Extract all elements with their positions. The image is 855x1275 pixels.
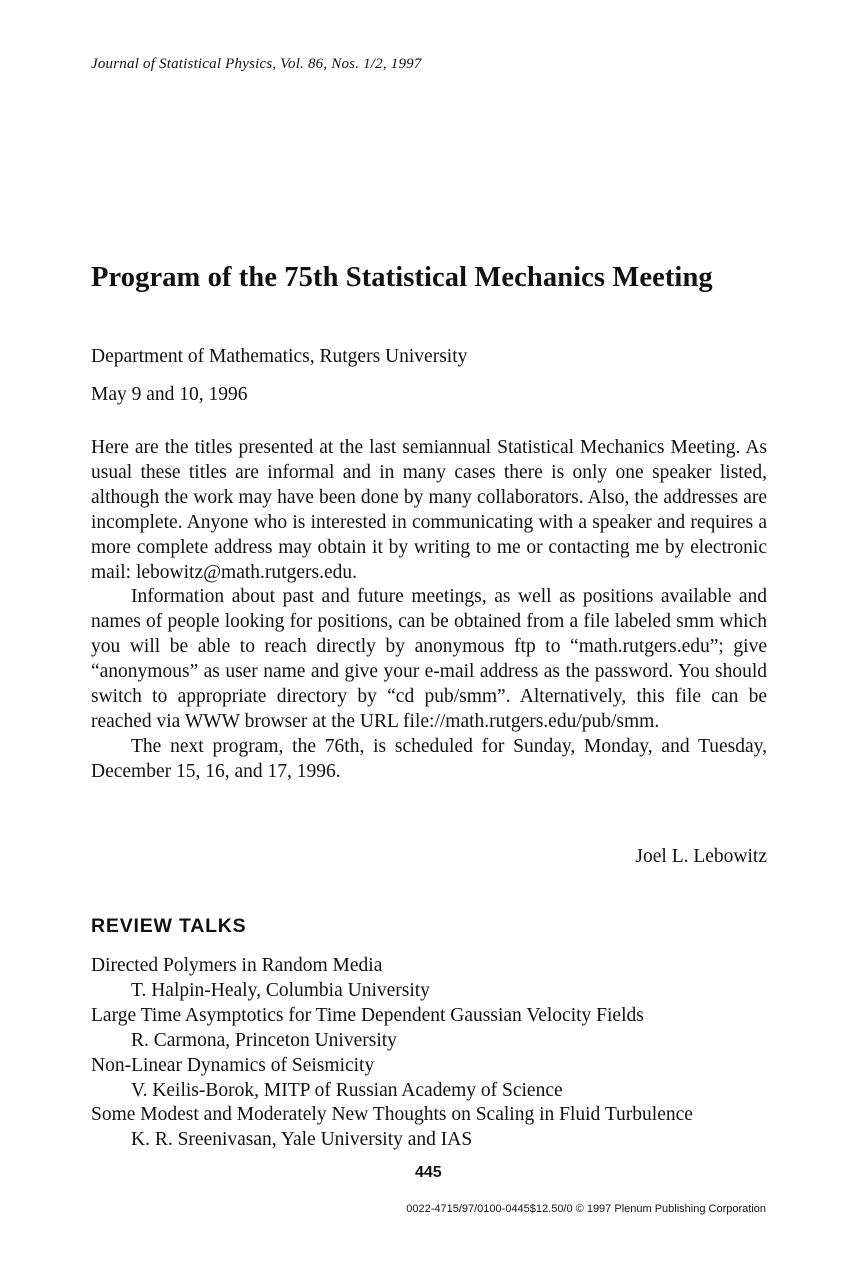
talk-entry: [91, 1004, 791, 1054]
talk-title: Non-Linear Dynamics of Seismicity: [91, 1054, 375, 1076]
publisher-line: 0022-4715/97/0100-0445$12.50/0 © 1997 Plenum Publishing Corporation: [406, 1203, 766, 1215]
talk-entry: [91, 1054, 791, 1104]
talk-speaker: R. Carmona, Princeton University: [131, 1029, 397, 1051]
talk-title: Large Time Asymptotics for Time Dependent Gaussian Velocity Fields: [91, 1004, 644, 1026]
talk-title: Directed Polymers in Random Media: [91, 955, 383, 976]
talk-speaker: K. R. Sreenivasan, Yale University and IAS: [131, 1129, 473, 1151]
talk-speaker: T. Halpin-Healy, Columbia University: [131, 979, 430, 1001]
talk-entry: [91, 1103, 791, 1153]
signature: Joel L. Lebowitz: [635, 846, 767, 867]
intro-paragraph: Here are the titles presented at the last semiannual Statistical Mechanics Meeting. As usual these titles are informal and in many cases there is only one speaker listed, although the work may have been done by many collaborators. Also, the addresses are incomplete. Anyone who is interested in communicating with a speaker and requires a more complete address may obtain it by writing to me or contacting me by electronic mail: lebowitz@math.rutgers.edu.: [91, 437, 767, 583]
page-number: 445: [415, 1164, 442, 1181]
next-program-paragraph: The next program, the 76th, is scheduled for Sunday, Monday, and Tuesday, December 15, 16, and 17, 1996.: [91, 735, 767, 782]
talk-title: Some Modest and Moderately New Thoughts on Scaling in Fluid Turbulence: [91, 1104, 693, 1126]
talk-speaker: V. Keilis-Borok, MITP of Russian Academy of Science: [131, 1079, 563, 1101]
section-heading-review-talks: REVIEW TALKS: [91, 915, 247, 937]
info-paragraph: Information about past and future meetings, as well as positions available and names of people looking for positions, can be obtained from a file labeled smm which you will be able to reach directly by anonymous ftp to “math.rutgers.edu”; give “anonymous” as user name and give your e-mail address as the password. You should switch to appropriate directory by “cd pub/smm”. Alternatively, this file can be reached via WWW browser at the URL file://math.rutgers.edu/pub/smm.: [91, 586, 767, 732]
meeting-dates: May 9 and 10, 1996: [91, 384, 248, 405]
review-talks-list: [91, 954, 791, 1153]
talk-entry: [91, 954, 791, 1004]
department-line: Department of Mathematics, Rutgers University: [91, 346, 468, 367]
journal-citation: Journal of Statistical Physics, Vol. 86, Nos. 1/2, 1997: [91, 56, 422, 72]
intro-text: [91, 436, 767, 785]
article-title: Program of the 75th Statistical Mechanics Meeting: [91, 262, 713, 293]
